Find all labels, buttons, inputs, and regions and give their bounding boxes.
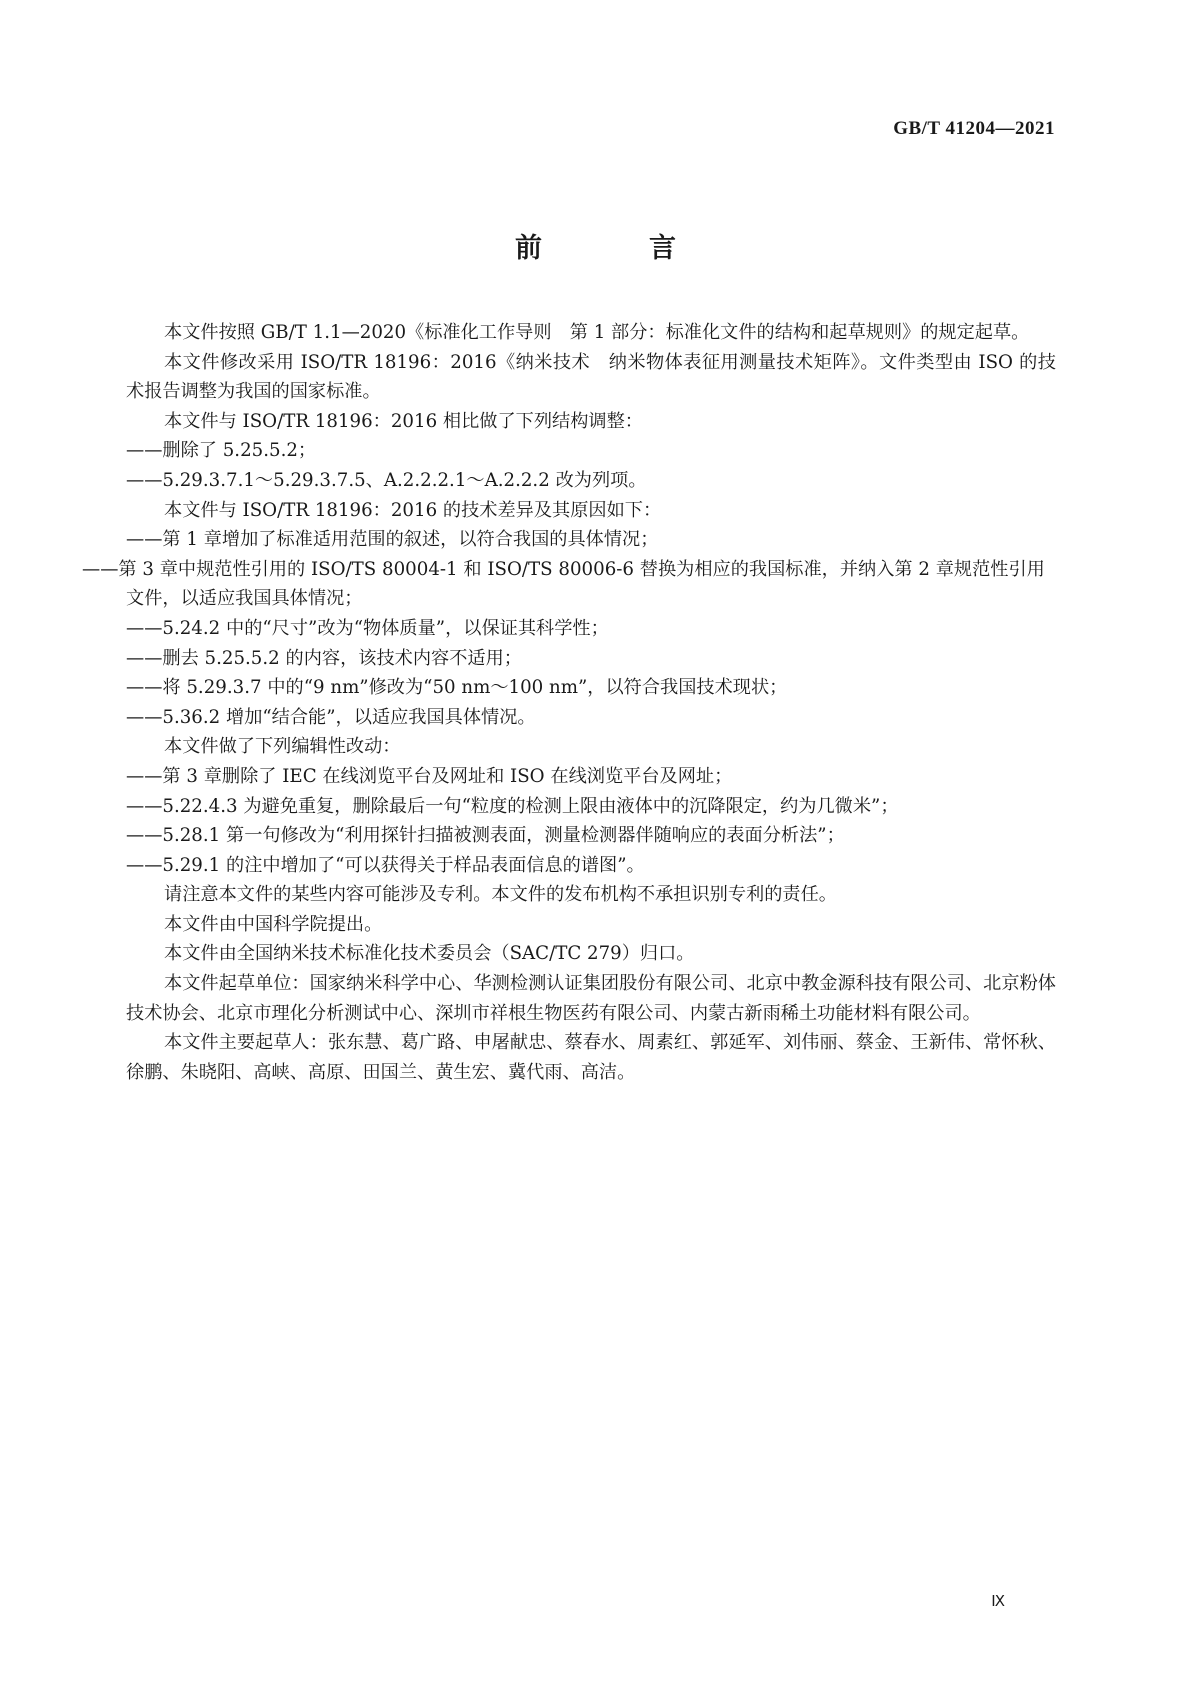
list-item: ——5.22.4.3 为避免重复，删除最后一句“粒度的检测上限由液体中的沉降限定，约为几微米”； xyxy=(126,795,899,817)
document-code: GB/T 41204—2021 xyxy=(893,118,1055,139)
page-number: Ⅸ xyxy=(991,1594,1005,1610)
list-item: ——删除了 5.25.5.2； xyxy=(126,440,317,462)
list-item: ——5.24.2 中的“尺寸”改为“物体质量”，以保证其科学性； xyxy=(126,617,609,639)
list-item: ——删去 5.25.5.2 的内容，该技术内容不适用； xyxy=(126,647,522,669)
list-item: ——5.29.3.7.1～5.29.3.7.5、A.2.2.2.1～A.2.2.2 改为列项。 xyxy=(126,469,647,491)
paragraph: 本文件做了下列编辑性改动： xyxy=(164,736,401,758)
paragraph: 本文件由全国纳米技术标准化技术委员会（SAC/TC 279）归口。 xyxy=(164,943,695,965)
paragraph: 本文件主要起草人：张东慧、葛广路、申屠献忠、蔡春水、周素红、郭延军、刘伟丽、蔡金、王新伟、常怀秋、徐鹏、朱晓阳、高峡、高原、田国兰、黄生宏、冀代雨、高洁。 xyxy=(126,1032,1056,1083)
paragraph: 本文件修改采用 ISO/TR 18196：2016《纳米技术 纳米物体表征用测量技术矩阵》。文件类型由 ISO 的技术报告调整为我国的国家标准。 xyxy=(126,351,1056,403)
list-item: ——5.36.2 增加“结合能”，以适应我国具体情况。 xyxy=(126,706,536,728)
list-item: ——第 3 章删除了 IEC 在线浏览平台及网址和 ISO 在线浏览平台及网址； xyxy=(126,765,733,787)
paragraph: 请注意本文件的某些内容可能涉及专利。本文件的发布机构不承担识别专利的责任。 xyxy=(164,884,837,906)
paragraph: 本文件起草单位：国家纳米科学中心、华测检测认证集团股份有限公司、北京中教金源科技有限公司、北京粉体技术协会、北京市理化分析测试中心、深圳市祥根生物医药有限公司、内蒙古新雨稀土功能材料有限公司。 xyxy=(126,973,1056,1024)
list-item: ——第 1 章增加了标准适用范围的叙述，以符合我国的具体情况； xyxy=(126,529,659,551)
page-title: 前 言 xyxy=(515,233,716,264)
foreword-body xyxy=(82,318,1056,1087)
paragraph: 本文件与 ISO/TR 18196：2016 的技术差异及其原因如下： xyxy=(164,499,662,521)
list-item: ——将 5.29.3.7 中的“9 nm”修改为“50 nm～100 nm”，以符合我国技术现状； xyxy=(126,677,788,699)
paragraph: 本文件由中国科学院提出。 xyxy=(164,913,383,935)
list-item: ——5.28.1 第一句修改为“利用探针扫描被测表面，测量检测器伴随响应的表面分析法”； xyxy=(126,825,845,847)
paragraph: 本文件按照 GB/T 1.1—2020《标准化工作导则 第 1 部分：标准化文件的结构和起草规则》的规定起草。 xyxy=(164,322,1030,343)
list-item: ——5.29.1 的注中增加了“可以获得关于样品表面信息的谱图”。 xyxy=(126,854,645,876)
list-item: ——第 3 章中规范性引用的 ISO/TS 80004-1 和 ISO/TS 80006-6 替换为相应的我国标准，并纳入第 2 章规范性引用文件，以适应我国具体情况； xyxy=(82,558,1045,610)
paragraph: 本文件与 ISO/TR 18196：2016 相比做了下列结构调整： xyxy=(164,410,643,432)
